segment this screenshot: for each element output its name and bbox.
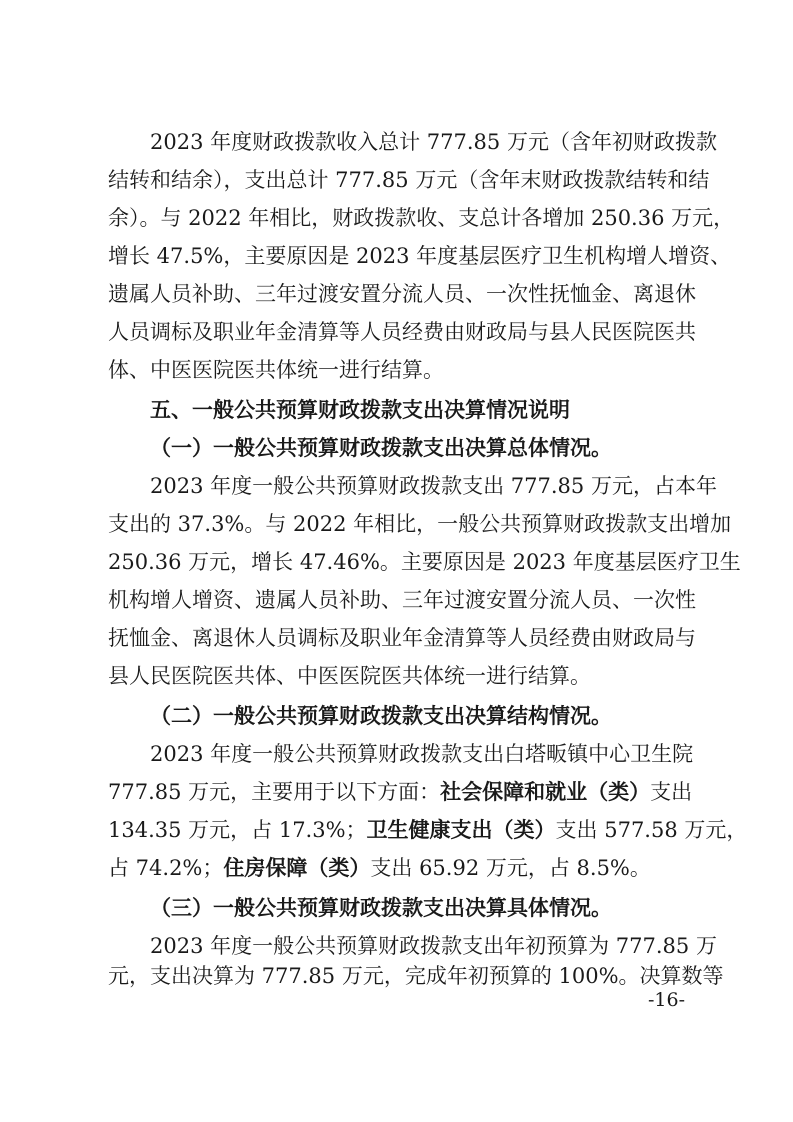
paragraph-line: 余）。与 2022 年相比，财政拨款收、支总计各增加 250.36 万元， xyxy=(108,206,735,230)
text-span: 支出 65.92 万元，占 8.5%。 xyxy=(370,856,651,880)
category-label: 社会保障和就业（类） xyxy=(440,780,651,804)
subsection-heading: （三）一般公共预算财政拨款支出决算具体情况。 xyxy=(150,896,612,920)
paragraph-line: 2023 年度一般公共预算财政拨款支出 777.85 万元，占本年 xyxy=(150,474,717,498)
paragraph-line: 2023 年度一般公共预算财政拨款支出白塔畈镇中心卫生院 xyxy=(150,742,694,766)
text-span: 支出 577.58 万元， xyxy=(555,818,748,842)
paragraph-line: 机构增人增资、遗属人员补助、三年过渡安置分流人员、一次性 xyxy=(108,588,696,612)
subsection-heading: （一）一般公共预算财政拨款支出决算总体情况。 xyxy=(150,436,612,460)
paragraph-line: 支出的 37.3%。与 2022 年相比，一般公共预算财政拨款支出增加 xyxy=(108,512,732,536)
text-span: 777.85 万元，主要用于以下方面： xyxy=(108,780,441,804)
paragraph-line xyxy=(108,854,693,882)
text-span: 占 74.2%； xyxy=(108,856,224,880)
paragraph-line xyxy=(108,816,748,844)
paragraph-line: 元，支出决算为 777.85 万元，完成年初预算的 100%。决算数等 xyxy=(108,964,724,988)
paragraph-line: 抚恤金、离退休人员调标及职业年金清算等人员经费由财政局与 xyxy=(108,626,696,650)
category-label: 卫生健康支出（类） xyxy=(366,818,556,842)
page-number: -16- xyxy=(648,989,686,1011)
paragraph-line: 2023 年度财政拨款收入总计 777.85 万元（含年初财政拨款 xyxy=(150,130,717,154)
subsection-heading: （二）一般公共预算财政拨款支出决算结构情况。 xyxy=(150,704,612,728)
section-heading: 五、一般公共预算财政拨款支出决算情况说明 xyxy=(150,398,570,422)
paragraph-line: 遗属人员补助、三年过渡安置分流人员、一次性抚恤金、离退休 xyxy=(108,282,696,306)
paragraph-line: 体、中医医院医共体统一进行结算。 xyxy=(108,358,444,382)
paragraph-line: 增长 47.5%，主要原因是 2023 年度基层医疗卫生机构增人增资、 xyxy=(108,244,732,268)
paragraph-line xyxy=(108,778,693,806)
paragraph-line: 2023 年度一般公共预算财政拨款支出年初预算为 777.85 万 xyxy=(150,934,717,958)
paragraph-line: 结转和结余），支出总计 777.85 万元（含年末财政拨款结转和结 xyxy=(108,168,710,192)
text-span: 134.35 万元，占 17.3%； xyxy=(108,818,367,842)
paragraph-line: 250.36 万元，增长 47.46%。主要原因是 2023 年度基层医疗卫生 xyxy=(108,550,741,574)
category-label: 住房保障（类） xyxy=(223,856,371,880)
paragraph-line: 县人民医院医共体、中医医院医共体统一进行结算。 xyxy=(108,664,591,688)
paragraph-line: 人员调标及职业年金清算等人员经费由财政局与县人民医院医共 xyxy=(108,320,696,344)
text-span: 支出 xyxy=(650,780,693,804)
